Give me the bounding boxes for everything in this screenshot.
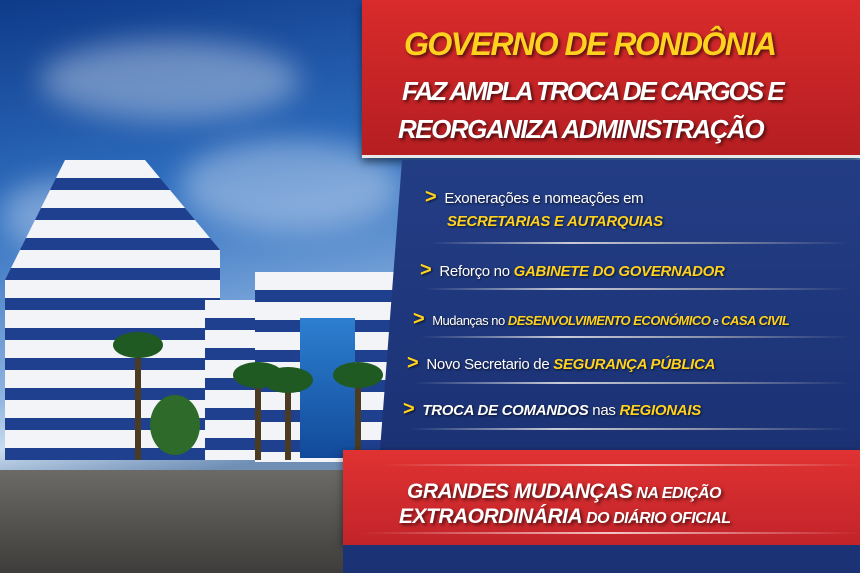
list-item	[407, 352, 715, 375]
item-highlight: CASA CIVIL	[721, 313, 790, 328]
item-text: e	[710, 316, 722, 328]
divider	[430, 242, 850, 244]
divider	[383, 464, 860, 466]
item-highlight: SEGURANÇA PÚBLICA	[553, 356, 716, 373]
item-highlight: TROCA DE COMANDOS	[422, 402, 589, 419]
glass-facade	[300, 318, 355, 458]
item-highlight: GABINETE DO GOVERNADOR	[513, 263, 725, 280]
palm-tree	[135, 350, 141, 460]
headline-line2: FAZ AMPLA TROCA DE CARGOS E	[402, 76, 783, 106]
list-item-cont	[447, 213, 663, 230]
footer-line2	[399, 505, 731, 529]
divider	[363, 532, 860, 534]
footer-banner	[343, 450, 860, 545]
chevron-right-icon: >	[403, 398, 415, 420]
item-highlight: DESENVOLVIMENTO ECONÓMICO	[507, 313, 711, 328]
list-item	[425, 186, 643, 209]
palm-tree	[355, 380, 361, 460]
palm-tree	[255, 380, 261, 460]
divider	[425, 288, 850, 290]
footer-text: EXTRAORDINÁRIA	[399, 505, 583, 528]
road	[0, 470, 400, 573]
headline-line3: REORGANIZA ADMINISTRAÇÃO	[398, 114, 764, 144]
item-text: Reforço no	[439, 263, 514, 280]
chevron-right-icon: >	[420, 259, 432, 281]
headline-banner	[362, 0, 860, 158]
chevron-right-icon: >	[425, 186, 437, 208]
divider	[410, 428, 850, 430]
divider	[420, 336, 850, 338]
item-text: Mudanças no	[432, 313, 508, 328]
list-item	[420, 259, 725, 282]
footer-strip	[343, 545, 860, 573]
item-text: Exonerações e nomeações em	[444, 190, 644, 207]
cloud	[40, 40, 300, 120]
item-highlight: REGIONAIS	[619, 402, 701, 419]
divider	[415, 382, 850, 384]
chevron-right-icon: >	[413, 308, 425, 330]
item-text: Novo Secretario de	[426, 356, 554, 373]
footer-text: NA EDIÇÃO	[632, 485, 721, 502]
chevron-right-icon: >	[407, 352, 419, 374]
footer-line1	[407, 480, 721, 504]
footer-text: GRANDES MUDANÇAS	[407, 480, 633, 503]
footer-text: DO DIÁRIO OFICIAL	[582, 510, 731, 527]
item-text: nas	[588, 402, 620, 419]
list-item	[403, 398, 701, 421]
palm-tree	[285, 385, 291, 460]
item-highlight: SECRETARIAS E AUTARQUIAS	[447, 213, 663, 230]
headline-line1: GOVERNO DE RONDÔNIA	[404, 26, 776, 62]
tree	[150, 395, 200, 455]
list-item	[413, 308, 789, 331]
